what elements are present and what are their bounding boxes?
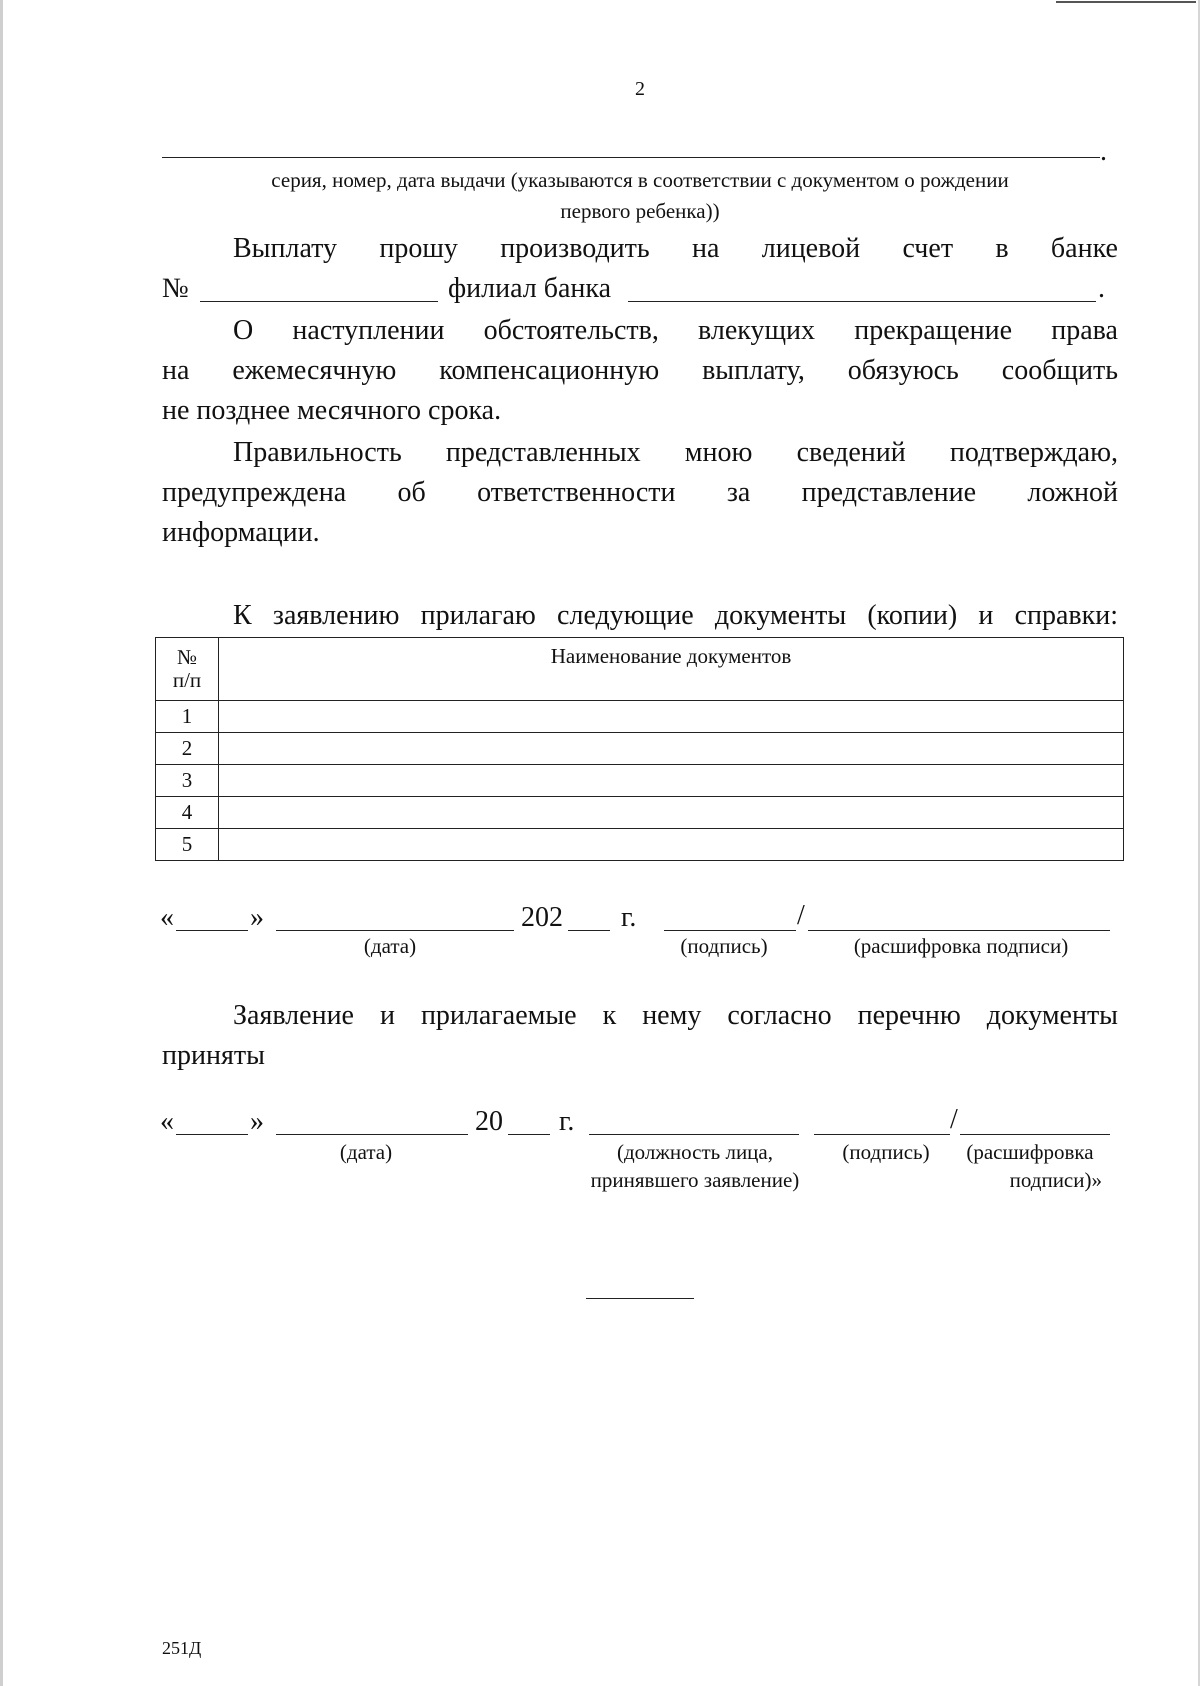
word: лицевой	[761, 233, 861, 264]
word: Выплату	[233, 233, 338, 264]
word: Правильность	[233, 437, 402, 468]
word: прилагаемые	[420, 1000, 577, 1031]
applicant-caption-date: (дата)	[363, 934, 417, 958]
official-caption-position-1: (должность лица,	[616, 1140, 773, 1164]
table-row	[156, 733, 1124, 765]
obligation-line-3: не позднее месячного срока.	[162, 395, 502, 426]
official-caption-signature: (подпись)	[842, 1140, 930, 1164]
word: влекущих	[698, 315, 816, 346]
footer-code: 251Д	[162, 1638, 202, 1658]
word: обстоятельств,	[483, 315, 659, 346]
table-row	[156, 797, 1124, 829]
row-number: 2	[156, 733, 219, 765]
obligation-line-1	[233, 311, 1118, 351]
official-caption-date: (дата)	[339, 1140, 393, 1164]
account-number-field[interactable]	[200, 301, 438, 302]
official-quote-close: »	[250, 1106, 264, 1137]
confirmation-line-3: информации.	[162, 517, 320, 548]
word: ответственности	[477, 477, 676, 508]
official-position-field[interactable]	[589, 1134, 799, 1135]
official-month-field[interactable]	[276, 1134, 468, 1135]
scan-edge-left	[0, 0, 3, 1686]
official-slash: /	[950, 1104, 958, 1135]
word: Заявление	[233, 1000, 354, 1031]
child-doc-caption-2: первого ребенка))	[560, 199, 720, 223]
official-caption-decoding-1: (расшифровка	[966, 1140, 1094, 1164]
word: обязуюсь	[847, 355, 959, 386]
word: представленных	[445, 437, 641, 468]
word: и	[379, 1000, 395, 1031]
closing-rule	[586, 1298, 694, 1299]
header-num-line-1: №	[176, 645, 198, 669]
word: на	[162, 355, 190, 386]
row-number: 1	[156, 701, 219, 733]
word: ложной	[1027, 477, 1118, 508]
applicant-quote-open: «	[160, 902, 174, 933]
obligation-line-2	[162, 351, 1118, 391]
official-caption-decoding-2: подписи)»	[1009, 1168, 1102, 1192]
row-number: 3	[156, 765, 219, 797]
child-doc-line	[162, 157, 1100, 158]
word: счет	[902, 233, 954, 264]
header-num-cell	[156, 638, 219, 701]
confirmation-line-2	[162, 473, 1118, 513]
applicant-slash: /	[797, 900, 805, 931]
word: банке	[1050, 233, 1118, 264]
word: перечню	[857, 1000, 961, 1031]
payment-dot: .	[1098, 273, 1105, 304]
word: мною	[684, 437, 753, 468]
official-year-field[interactable]	[508, 1134, 550, 1135]
table-row	[156, 701, 1124, 733]
word: предупреждена	[162, 477, 347, 508]
child-doc-dot: .	[1100, 136, 1107, 167]
word: на	[692, 233, 720, 264]
applicant-signature-field[interactable]	[664, 930, 796, 931]
confirmation-line-1	[233, 433, 1118, 473]
scan-top-rule	[1056, 1, 1196, 3]
applicant-year-field[interactable]	[568, 930, 610, 931]
official-signature-field[interactable]	[814, 1134, 950, 1135]
attachments-table	[155, 637, 1124, 861]
applicant-year-suffix: г.	[621, 902, 637, 933]
acceptance-line-1	[233, 996, 1118, 1036]
row-document-name-field[interactable]	[219, 733, 1124, 765]
word: прошу	[379, 233, 458, 264]
number-sign: №	[162, 273, 189, 304]
row-document-name-field[interactable]	[219, 765, 1124, 797]
row-document-name-field[interactable]	[219, 829, 1124, 861]
word: нему	[642, 1000, 702, 1031]
row-number: 4	[156, 797, 219, 829]
word: прекращение	[854, 315, 1013, 346]
attachments-intro: К заявлению прилагаю следующие документы (копии) и справки:	[233, 600, 1118, 631]
row-document-name-field[interactable]	[219, 797, 1124, 829]
word: к	[602, 1000, 617, 1031]
child-doc-caption-1: серия, номер, дата выдачи (указываются в соответствии с документом о рождении	[271, 168, 1009, 192]
applicant-year-prefix: 202	[521, 902, 563, 933]
header-num-line-2: п/п	[172, 668, 202, 692]
word: представление	[801, 477, 977, 508]
table-row	[156, 829, 1124, 861]
official-caption-position-2: принявшего заявление)	[590, 1168, 800, 1192]
official-day-field[interactable]	[176, 1134, 248, 1135]
word: об	[397, 477, 426, 508]
word: наступлении	[292, 315, 445, 346]
branch-label: филиал банка	[448, 273, 611, 304]
word: подтверждаю,	[949, 437, 1118, 468]
page-number: 2	[635, 78, 645, 100]
word: сведений	[796, 437, 906, 468]
word: в	[995, 233, 1009, 264]
table-row	[156, 765, 1124, 797]
acceptance-line-2: приняты	[162, 1040, 265, 1071]
word: сообщить	[1001, 355, 1118, 386]
word: компенсационную	[439, 355, 660, 386]
word: производить	[500, 233, 650, 264]
row-number: 5	[156, 829, 219, 861]
row-document-name-field[interactable]	[219, 701, 1124, 733]
word: О	[233, 315, 254, 346]
applicant-month-field[interactable]	[276, 930, 514, 931]
word: выплату,	[702, 355, 805, 386]
official-quote-open: «	[160, 1106, 174, 1137]
bank-branch-field[interactable]	[628, 301, 1096, 302]
official-year-prefix: 20	[475, 1106, 503, 1137]
applicant-quote-close: »	[250, 902, 264, 933]
word: ежемесячную	[232, 355, 397, 386]
applicant-caption-decoding: (расшифровка подписи)	[853, 934, 1069, 958]
payment-line-1	[233, 229, 1118, 269]
word: документы	[986, 1000, 1118, 1031]
official-decoding-field[interactable]	[960, 1134, 1110, 1135]
word: права	[1051, 315, 1118, 346]
applicant-day-field[interactable]	[176, 930, 248, 931]
applicant-caption-signature: (подпись)	[680, 934, 768, 958]
word: согласно	[727, 1000, 832, 1031]
table-header-row	[156, 638, 1124, 701]
official-year-suffix: г.	[559, 1106, 575, 1137]
word: за	[726, 477, 751, 508]
header-name-cell: Наименование документов	[219, 638, 1124, 701]
applicant-decoding-field[interactable]	[808, 930, 1110, 931]
